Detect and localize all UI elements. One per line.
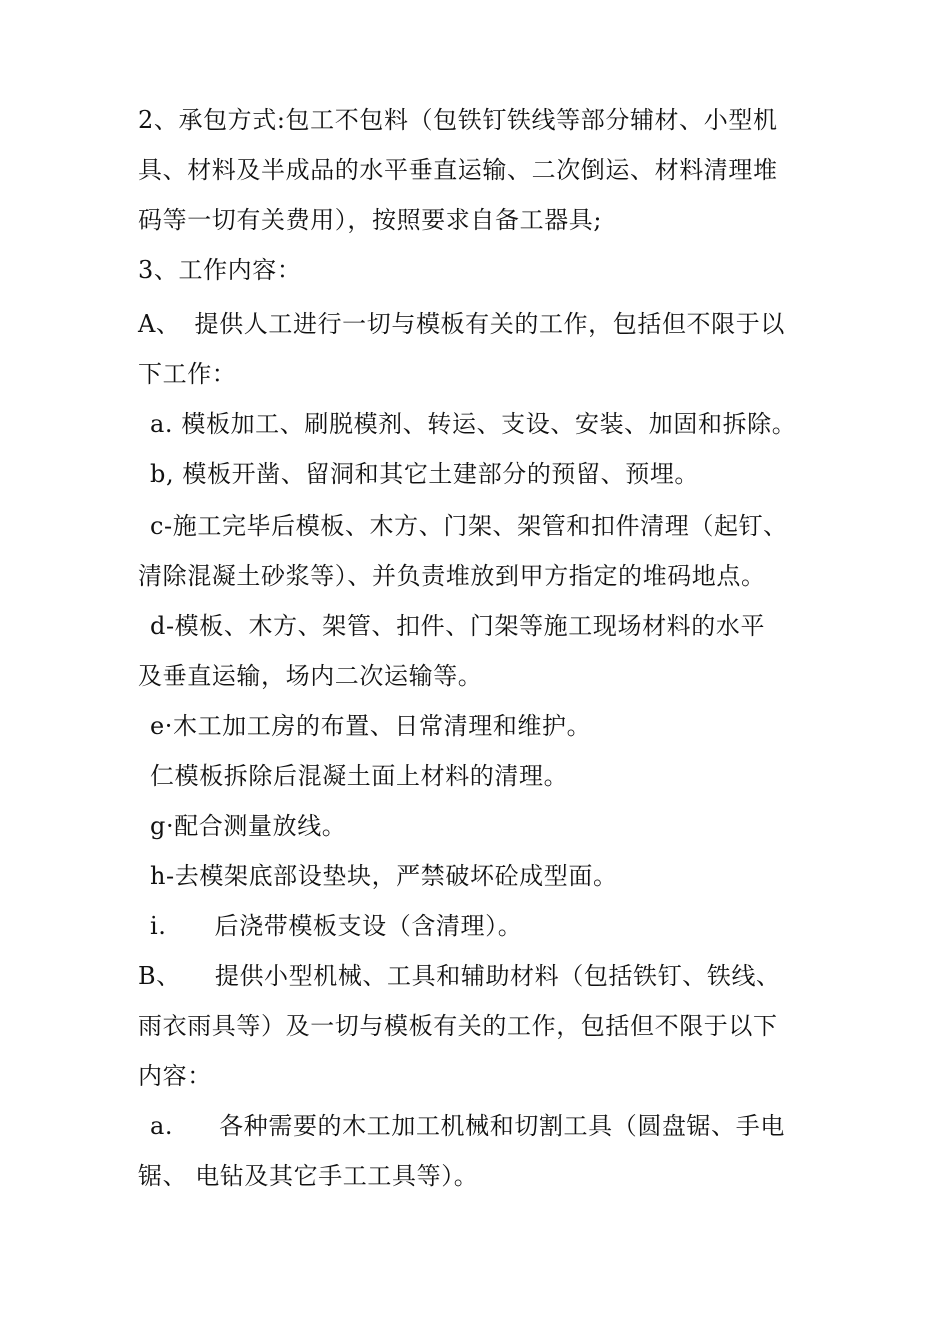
item-text: 提供人工进行一切与模板有关的工作，包括但不限于以: [194, 310, 785, 338]
text-line: 内容：: [138, 1062, 212, 1090]
list-item-i: [150, 909, 850, 943]
list-item: g·配合测量放线。: [150, 812, 347, 840]
item-label: B、: [138, 962, 181, 990]
list-item: d-模板、木方、架管、扣件、门架等施工现场材料的水平: [150, 612, 766, 640]
item-label: a.: [150, 1112, 174, 1140]
list-item: c-施工完毕后模板、木方、门架、架管和扣件清理（起钉、: [150, 512, 788, 540]
list-item: e·木工加工房的布置、日常清理和维护。: [150, 712, 592, 740]
text-line: 清除混凝土砂浆等）、并负责堆放到甲方指定的堆码地点。: [138, 562, 766, 590]
item-text: 后浇带模板支设（含清理）。: [214, 912, 523, 940]
list-item: h-去模架底部设垫块，严禁破坏砼成型面。: [150, 862, 618, 890]
list-item-Ba: [150, 1109, 850, 1143]
text-line: [138, 1159, 838, 1193]
list-item-A: [138, 307, 838, 341]
list-item: a. 模板加工、刷脱模剂、转运、支设、安装、加固和拆除。: [150, 410, 797, 438]
list-item: 仁模板拆除后混凝土面上材料的清理。: [150, 762, 569, 790]
text-line: 2、承包方式:包工不包料（包铁钉铁线等部分辅材、小型机: [138, 106, 778, 134]
text-line: 及垂直运输，场内二次运输等。: [138, 662, 483, 690]
item-text: 提供小型机械、工具和辅助材料（包括铁钉、铁线、: [214, 962, 781, 990]
section-heading: 3、工作内容：: [138, 256, 302, 284]
list-item: b, 模板开凿、留洞和其它土建部分的预留、预埋。: [150, 460, 700, 488]
text-line: 码等一切有关费用），按照要求自备工器具;: [138, 206, 603, 234]
text-line: 下工作：: [138, 360, 237, 388]
item-label: A、: [138, 310, 181, 338]
text-line: 具、材料及半成品的水平垂直运输、二次倒运、材料清理堆: [138, 156, 778, 184]
text-line: 雨衣雨具等）及一切与模板有关的工作，包括但不限于以下: [138, 1012, 778, 1040]
item-label: 锯、: [138, 1162, 188, 1190]
list-item-B: [138, 959, 838, 993]
item-text: 电钻及其它手工工具等）。: [195, 1162, 479, 1190]
item-label: i.: [150, 912, 167, 940]
item-text: 各种需要的木工加工机械和切割工具（圆盘锯、手电: [219, 1112, 785, 1140]
